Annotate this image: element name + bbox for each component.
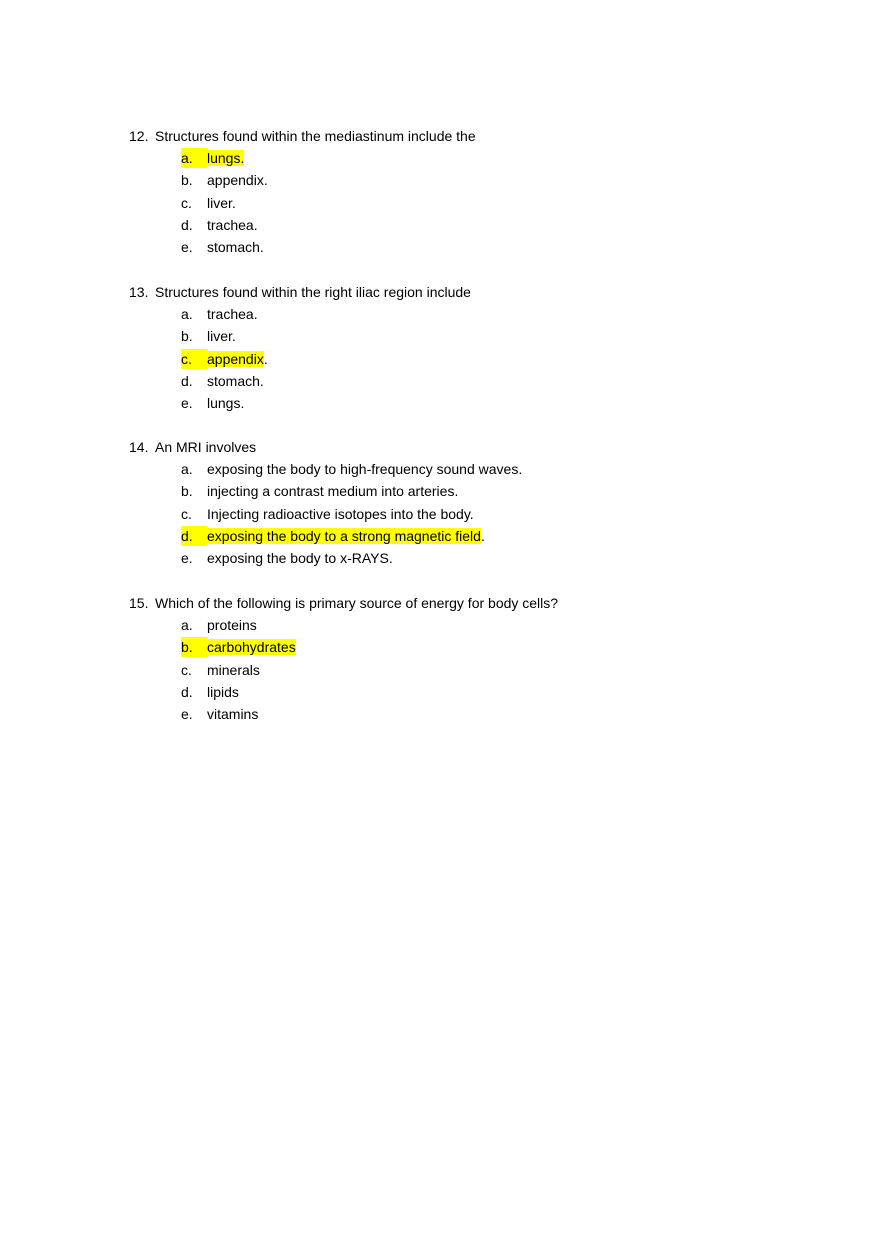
answer-option <box>129 481 829 503</box>
question-text: An MRI involves <box>155 439 257 455</box>
option-text: vitamins <box>207 706 259 723</box>
option-text: liver. <box>207 328 236 345</box>
option-letter: c. <box>181 661 192 678</box>
answer-option <box>129 349 829 371</box>
question-stem <box>129 437 829 459</box>
option-tail: . <box>480 527 485 544</box>
option-text: exposing the body to a strong magnetic field <box>207 527 481 544</box>
option-letter: e. <box>181 395 193 412</box>
option-letter: e. <box>181 706 193 723</box>
answer-option <box>129 504 829 526</box>
answer-option <box>129 371 829 393</box>
option-text: Injecting radioactive isotopes into the body. <box>207 505 474 522</box>
highlighted-answer <box>181 528 481 544</box>
highlighted-answer <box>181 639 296 655</box>
answer-option <box>129 304 829 326</box>
option-text: exposing the body to x-RAYS. <box>207 550 393 567</box>
answer-options <box>129 459 829 570</box>
option-letter: e. <box>181 550 193 567</box>
question-text: Structures found within the mediastinum include the <box>155 128 476 144</box>
option-letter: c. <box>181 505 192 522</box>
option-letter: c. <box>181 349 207 369</box>
answer-option <box>129 704 829 726</box>
answer-option <box>129 682 829 704</box>
answer-option <box>129 237 829 259</box>
option-text: exposing the body to high-frequency sound waves. <box>207 461 523 477</box>
option-letter: a. <box>181 617 193 633</box>
option-letter: d. <box>181 216 193 233</box>
answer-option <box>129 660 829 682</box>
option-text: minerals <box>207 661 260 678</box>
answer-option <box>129 215 829 237</box>
option-text: trachea. <box>207 306 258 322</box>
question-15 <box>129 593 829 726</box>
question-number: 12. <box>129 128 149 144</box>
question-13 <box>129 282 829 415</box>
option-text: liver. <box>207 194 236 211</box>
answer-options <box>129 304 829 415</box>
question-number: 14. <box>129 439 149 455</box>
option-text: injecting a contrast medium into arteries. <box>207 483 459 500</box>
answer-option <box>129 170 829 192</box>
answer-option <box>129 637 829 659</box>
answer-option <box>129 615 829 637</box>
answer-option <box>129 526 829 548</box>
option-letter: e. <box>181 239 193 256</box>
option-text: stomach. <box>207 239 264 256</box>
option-letter: d. <box>181 526 207 546</box>
option-letter: a. <box>181 306 193 322</box>
option-text: lungs. <box>207 395 245 412</box>
option-letter: b. <box>181 637 207 657</box>
highlighted-answer <box>181 351 264 367</box>
option-text: stomach. <box>207 372 264 389</box>
question-stem <box>129 282 829 304</box>
answer-option <box>129 393 829 415</box>
answer-option <box>129 548 829 570</box>
option-letter: c. <box>181 194 192 211</box>
option-letter: b. <box>181 172 193 189</box>
question-number: 13. <box>129 284 149 300</box>
option-text: lungs. <box>207 150 245 166</box>
question-number: 15. <box>129 595 149 611</box>
question-stem <box>129 126 829 148</box>
answer-option <box>129 459 829 481</box>
answer-options <box>129 615 829 726</box>
answer-options <box>129 148 829 259</box>
highlighted-answer <box>181 150 244 166</box>
option-text: carbohydrates <box>207 639 296 656</box>
option-letter: a. <box>181 461 193 477</box>
option-letter: d. <box>181 683 193 700</box>
answer-option <box>129 148 829 170</box>
question-stem <box>129 593 829 615</box>
answer-option <box>129 326 829 348</box>
option-letter: a. <box>181 148 207 168</box>
option-text: trachea. <box>207 216 258 233</box>
option-text: appendix <box>207 350 264 367</box>
question-text: Structures found within the right iliac region include <box>155 284 471 300</box>
option-text: appendix. <box>207 172 268 189</box>
option-text: lipids <box>207 683 239 700</box>
option-letter: b. <box>181 483 193 500</box>
question-14 <box>129 437 829 570</box>
question-12 <box>129 126 829 259</box>
option-tail: . <box>263 350 268 367</box>
option-letter: b. <box>181 328 193 345</box>
option-text: proteins <box>207 617 257 633</box>
question-text: Which of the following is primary source of energy for body cells? <box>155 595 559 611</box>
answer-option <box>129 193 829 215</box>
option-letter: d. <box>181 372 193 389</box>
